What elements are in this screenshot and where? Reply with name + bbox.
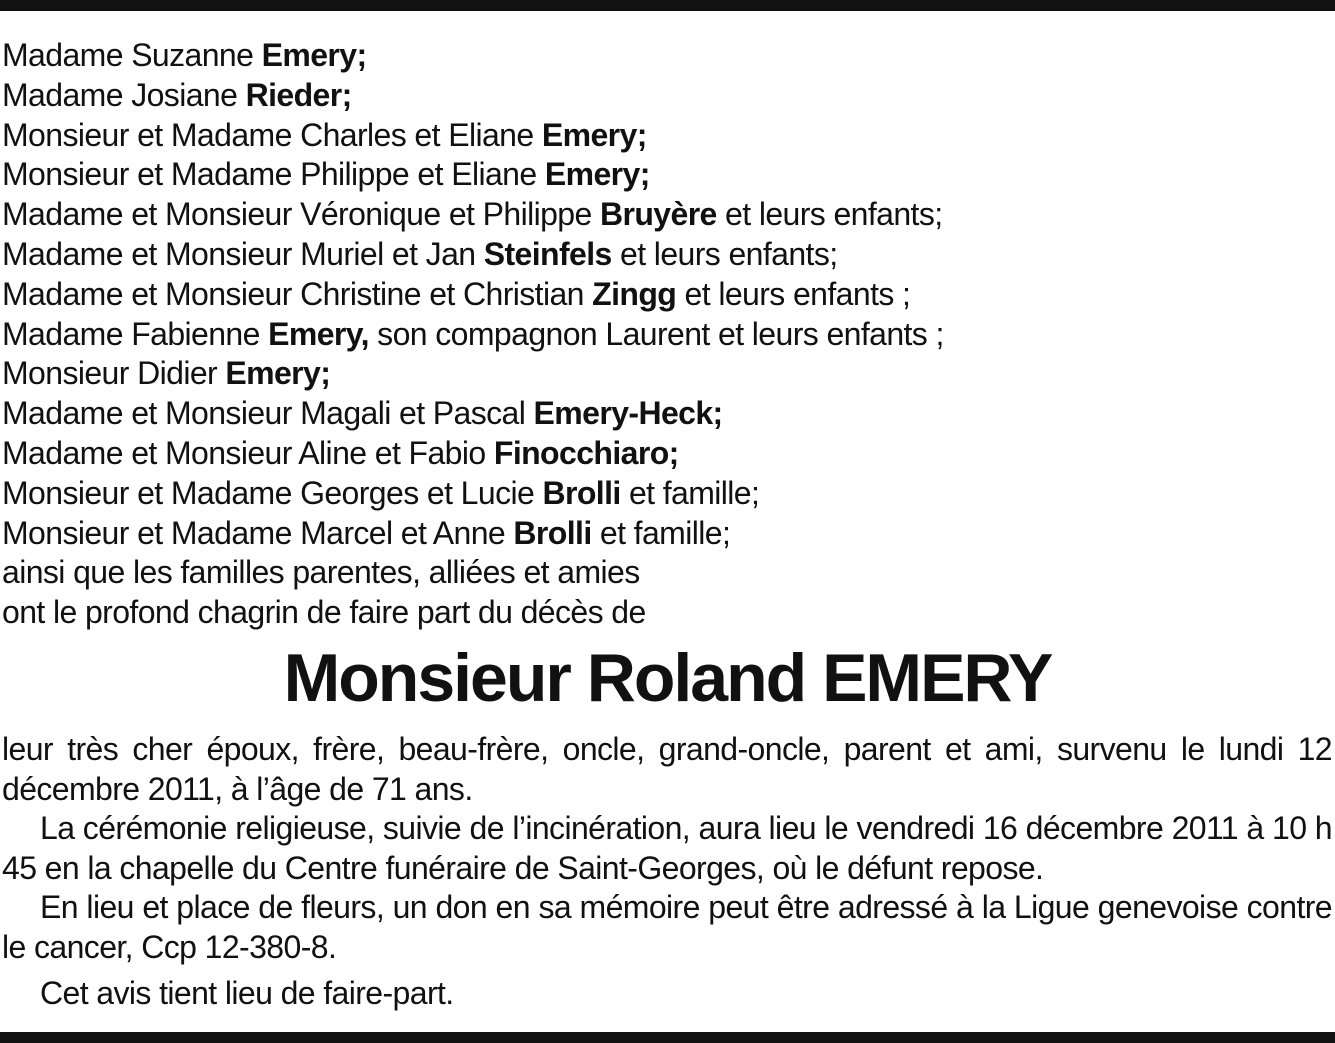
mourner-prefix: Madame et Monsieur Magali et Pascal — [2, 395, 534, 432]
mourner-surname: Emery; — [541, 116, 647, 153]
mourner-suffix: et famille; — [620, 474, 760, 511]
mourner-surname: Finocchiaro; — [493, 434, 679, 471]
mourner-prefix: Monsieur et Madame Charles et Eliane — [2, 116, 542, 153]
closing-lines — [2, 553, 1322, 633]
mourner-line — [2, 235, 1322, 275]
mourner-surname: Emery-Heck; — [533, 395, 723, 432]
notice-paragraph: Cet avis tient lieu de faire-part. — [40, 975, 454, 1011]
mourner-surname: Emery, — [268, 315, 369, 352]
mourner-prefix: Madame et Monsieur Muriel et Jan — [2, 235, 484, 272]
mourner-prefix: Madame Suzanne — [2, 37, 262, 73]
mourner-line — [2, 155, 1322, 195]
mourner-suffix: son compagnon Laurent et leurs enfants ; — [368, 315, 944, 352]
mourner-prefix: Madame Fabienne — [2, 315, 269, 352]
mourner-suffix: et leurs enfants; — [716, 196, 943, 233]
mourner-line — [2, 36, 1322, 76]
mourner-line — [2, 434, 1322, 474]
mourner-surname: Emery; — [261, 37, 367, 73]
top-rule — [0, 0, 1335, 11]
mourner-prefix: Madame et Monsieur Véronique et Philippe — [2, 196, 600, 233]
mourner-surname: Steinfels — [483, 235, 612, 272]
mourner-prefix: Madame et Monsieur Aline et Fabio — [2, 434, 494, 471]
mourner-line — [2, 394, 1322, 434]
mourner-prefix: Monsieur et Madame Philippe et Eliane — [2, 156, 545, 193]
mourner-line — [2, 474, 1322, 514]
mourner-surname: Emery; — [544, 156, 650, 193]
donation-paragraph: En lieu et place de fleurs, un don en sa mémoire peut être adressé à la Ligue genevoise contre le cancer, Ccp 12-380-8. — [2, 889, 1332, 965]
mourner-surname: Brolli — [542, 474, 621, 511]
mourner-prefix: Madame Josiane — [2, 76, 246, 113]
mourner-prefix: Monsieur Didier — [2, 355, 226, 392]
closing-line-families: ainsi que les familles parentes, alliées et amies — [2, 554, 640, 590]
mourner-prefix: Madame et Monsieur Christine et Christian — [2, 275, 593, 312]
mourner-surname: Brolli — [513, 514, 592, 551]
mourner-suffix: et leurs enfants ; — [676, 275, 911, 312]
mourner-suffix: et leurs enfants; — [611, 235, 838, 272]
mourners-list — [2, 36, 1322, 553]
mourner-surname: Zingg — [592, 275, 677, 312]
bottom-rule — [0, 1032, 1335, 1043]
closing-line-announcement: ont le profond chagrin de faire part du décès de — [2, 593, 646, 630]
mourner-surname: Bruyère — [599, 196, 717, 233]
mourner-surname: Emery; — [225, 355, 331, 392]
notice-body — [2, 730, 1332, 1014]
deceased-name: Monsieur Roland EMERY — [283, 640, 1052, 716]
mourner-suffix: et famille; — [591, 514, 731, 551]
mourner-line — [2, 514, 1322, 554]
mourner-prefix: Monsieur et Madame Georges et Lucie — [2, 474, 543, 511]
mourner-line — [2, 116, 1322, 156]
mourner-line — [2, 275, 1322, 315]
mourner-prefix: Monsieur et Madame Marcel et Anne — [2, 514, 514, 551]
mourner-line — [2, 354, 1322, 394]
relation-paragraph: leur très cher époux, frère, beau-frère, oncle, grand-oncle, parent et ami, survenu le lundi 12 décembre 2011, à l’âge de 71 ans. — [2, 731, 1332, 807]
mourner-line — [2, 195, 1322, 235]
mourner-surname: Rieder; — [245, 76, 352, 113]
mourner-line — [2, 315, 1322, 355]
mourner-line — [2, 76, 1322, 116]
ceremony-paragraph: La cérémonie religieuse, suivie de l’incinération, aura lieu le vendredi 16 décembre 2011 à 10 h 45 en la chapelle du Centre funéraire de Saint-Georges, où le défunt repose. — [2, 810, 1332, 886]
